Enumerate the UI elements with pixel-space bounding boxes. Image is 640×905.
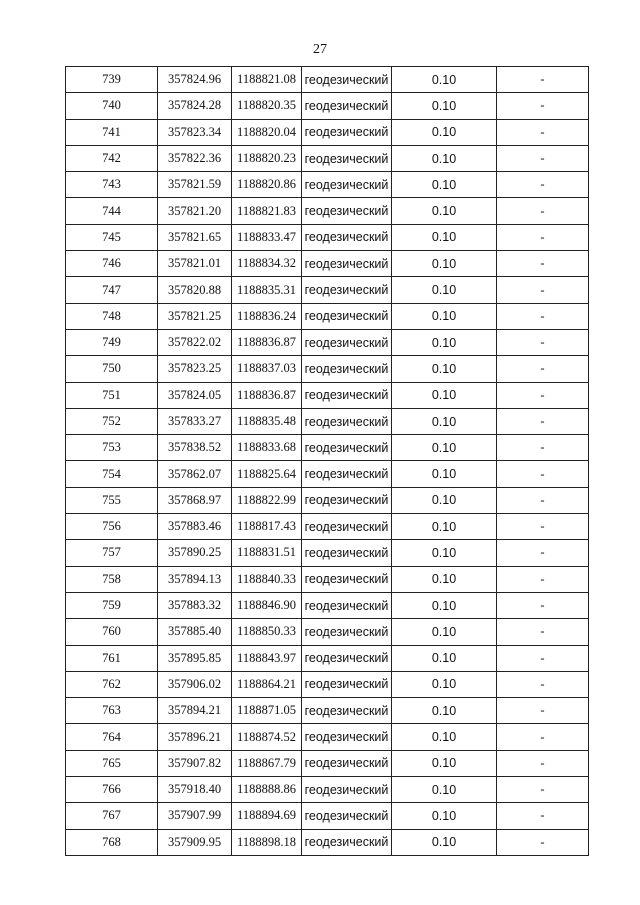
accuracy-cell: 0.10 — [392, 514, 497, 540]
method-cell: геодезический — [302, 540, 392, 566]
table-row — [66, 277, 589, 303]
table-row — [66, 67, 589, 93]
method-cell: геодезический — [302, 329, 392, 355]
note-cell: - — [497, 566, 589, 592]
point-number-cell: 755 — [66, 487, 158, 513]
page-number: 27 — [313, 42, 327, 57]
x-coordinate-cell: 357823.25 — [158, 356, 232, 382]
table-row — [66, 671, 589, 697]
y-coordinate-cell: 1188843.97 — [232, 645, 302, 671]
point-number-cell: 747 — [66, 277, 158, 303]
x-coordinate-cell: 357885.40 — [158, 619, 232, 645]
method-cell: геодезический — [302, 224, 392, 250]
y-coordinate-cell: 1188835.48 — [232, 408, 302, 434]
note-cell: - — [497, 145, 589, 171]
y-coordinate-cell: 1188898.18 — [232, 829, 302, 855]
note-cell: - — [497, 619, 589, 645]
method-cell: геодезический — [302, 592, 392, 618]
y-coordinate-cell: 1188836.24 — [232, 303, 302, 329]
table-row — [66, 329, 589, 355]
table-row — [66, 145, 589, 171]
note-cell: - — [497, 119, 589, 145]
x-coordinate-cell: 357862.07 — [158, 461, 232, 487]
y-coordinate-cell: 1188833.47 — [232, 224, 302, 250]
accuracy-cell: 0.10 — [392, 592, 497, 618]
method-cell: геодезический — [302, 487, 392, 513]
method-cell: геодезический — [302, 724, 392, 750]
y-coordinate-cell: 1188836.87 — [232, 382, 302, 408]
point-number-cell: 739 — [66, 67, 158, 93]
method-cell: геодезический — [302, 777, 392, 803]
note-cell: - — [497, 461, 589, 487]
x-coordinate-cell: 357820.88 — [158, 277, 232, 303]
accuracy-cell: 0.10 — [392, 329, 497, 355]
accuracy-cell: 0.10 — [392, 645, 497, 671]
y-coordinate-cell: 1188846.90 — [232, 592, 302, 618]
note-cell: - — [497, 329, 589, 355]
x-coordinate-cell: 357907.82 — [158, 750, 232, 776]
table-row — [66, 382, 589, 408]
method-cell: геодезический — [302, 251, 392, 277]
point-number-cell: 763 — [66, 698, 158, 724]
point-number-cell: 754 — [66, 461, 158, 487]
method-cell: геодезический — [302, 93, 392, 119]
note-cell: - — [497, 750, 589, 776]
accuracy-cell: 0.10 — [392, 777, 497, 803]
x-coordinate-cell: 357896.21 — [158, 724, 232, 750]
accuracy-cell: 0.10 — [392, 461, 497, 487]
note-cell: - — [497, 408, 589, 434]
point-number-cell: 760 — [66, 619, 158, 645]
accuracy-cell: 0.10 — [392, 224, 497, 250]
x-coordinate-cell: 357822.02 — [158, 329, 232, 355]
method-cell: геодезический — [302, 514, 392, 540]
x-coordinate-cell: 357821.01 — [158, 251, 232, 277]
method-cell: геодезический — [302, 198, 392, 224]
accuracy-cell: 0.10 — [392, 619, 497, 645]
point-number-cell: 765 — [66, 750, 158, 776]
note-cell: - — [497, 514, 589, 540]
table-row — [66, 408, 589, 434]
y-coordinate-cell: 1188821.83 — [232, 198, 302, 224]
point-number-cell: 748 — [66, 303, 158, 329]
table-row — [66, 119, 589, 145]
y-coordinate-cell: 1188867.79 — [232, 750, 302, 776]
note-cell: - — [497, 724, 589, 750]
point-number-cell: 757 — [66, 540, 158, 566]
x-coordinate-cell: 357821.20 — [158, 198, 232, 224]
y-coordinate-cell: 1188820.04 — [232, 119, 302, 145]
point-number-cell: 740 — [66, 93, 158, 119]
x-coordinate-cell: 357883.46 — [158, 514, 232, 540]
method-cell: геодезический — [302, 461, 392, 487]
note-cell: - — [497, 829, 589, 855]
coordinates-table-body — [66, 67, 589, 856]
x-coordinate-cell: 357918.40 — [158, 777, 232, 803]
table-row — [66, 566, 589, 592]
point-number-cell: 745 — [66, 224, 158, 250]
note-cell: - — [497, 251, 589, 277]
x-coordinate-cell: 357824.05 — [158, 382, 232, 408]
x-coordinate-cell: 357824.96 — [158, 67, 232, 93]
table-row — [66, 514, 589, 540]
method-cell: геодезический — [302, 435, 392, 461]
method-cell: геодезический — [302, 277, 392, 303]
point-number-cell: 752 — [66, 408, 158, 434]
accuracy-cell: 0.10 — [392, 408, 497, 434]
method-cell: геодезический — [302, 408, 392, 434]
accuracy-cell: 0.10 — [392, 251, 497, 277]
table-row — [66, 198, 589, 224]
note-cell: - — [497, 540, 589, 566]
method-cell: геодезический — [302, 829, 392, 855]
accuracy-cell: 0.10 — [392, 198, 497, 224]
y-coordinate-cell: 1188817.43 — [232, 514, 302, 540]
note-cell: - — [497, 67, 589, 93]
table-row — [66, 698, 589, 724]
point-number-cell: 764 — [66, 724, 158, 750]
note-cell: - — [497, 224, 589, 250]
y-coordinate-cell: 1188874.52 — [232, 724, 302, 750]
table-row — [66, 803, 589, 829]
table-row — [66, 356, 589, 382]
point-number-cell: 743 — [66, 172, 158, 198]
x-coordinate-cell: 357821.59 — [158, 172, 232, 198]
accuracy-cell: 0.10 — [392, 435, 497, 461]
point-number-cell: 766 — [66, 777, 158, 803]
table-row — [66, 172, 589, 198]
y-coordinate-cell: 1188871.05 — [232, 698, 302, 724]
note-cell: - — [497, 698, 589, 724]
accuracy-cell: 0.10 — [392, 67, 497, 93]
note-cell: - — [497, 303, 589, 329]
point-number-cell: 751 — [66, 382, 158, 408]
x-coordinate-cell: 357823.34 — [158, 119, 232, 145]
note-cell: - — [497, 172, 589, 198]
method-cell: геодезический — [302, 303, 392, 329]
accuracy-cell: 0.10 — [392, 566, 497, 592]
note-cell: - — [497, 93, 589, 119]
x-coordinate-cell: 357824.28 — [158, 93, 232, 119]
x-coordinate-cell: 357894.13 — [158, 566, 232, 592]
table-row — [66, 461, 589, 487]
accuracy-cell: 0.10 — [392, 93, 497, 119]
point-number-cell: 761 — [66, 645, 158, 671]
point-number-cell: 744 — [66, 198, 158, 224]
accuracy-cell: 0.10 — [392, 724, 497, 750]
note-cell: - — [497, 198, 589, 224]
table-row — [66, 777, 589, 803]
x-coordinate-cell: 357894.21 — [158, 698, 232, 724]
method-cell: геодезический — [302, 145, 392, 171]
method-cell: геодезический — [302, 356, 392, 382]
accuracy-cell: 0.10 — [392, 382, 497, 408]
x-coordinate-cell: 357906.02 — [158, 671, 232, 697]
x-coordinate-cell: 357907.99 — [158, 803, 232, 829]
point-number-cell: 749 — [66, 329, 158, 355]
accuracy-cell: 0.10 — [392, 829, 497, 855]
accuracy-cell: 0.10 — [392, 145, 497, 171]
method-cell: геодезический — [302, 119, 392, 145]
note-cell: - — [497, 671, 589, 697]
accuracy-cell: 0.10 — [392, 277, 497, 303]
point-number-cell: 746 — [66, 251, 158, 277]
x-coordinate-cell: 357821.65 — [158, 224, 232, 250]
x-coordinate-cell: 357821.25 — [158, 303, 232, 329]
method-cell: геодезический — [302, 619, 392, 645]
table-row — [66, 592, 589, 618]
accuracy-cell: 0.10 — [392, 698, 497, 724]
y-coordinate-cell: 1188840.33 — [232, 566, 302, 592]
accuracy-cell: 0.10 — [392, 750, 497, 776]
table-row — [66, 251, 589, 277]
table-row — [66, 540, 589, 566]
method-cell: геодезический — [302, 803, 392, 829]
note-cell: - — [497, 777, 589, 803]
y-coordinate-cell: 1188822.99 — [232, 487, 302, 513]
method-cell: геодезический — [302, 750, 392, 776]
point-number-cell: 758 — [66, 566, 158, 592]
x-coordinate-cell: 357890.25 — [158, 540, 232, 566]
y-coordinate-cell: 1188825.64 — [232, 461, 302, 487]
accuracy-cell: 0.10 — [392, 119, 497, 145]
method-cell: геодезический — [302, 671, 392, 697]
coordinates-table — [65, 66, 589, 856]
accuracy-cell: 0.10 — [392, 172, 497, 198]
table-row — [66, 224, 589, 250]
note-cell: - — [497, 803, 589, 829]
point-number-cell: 750 — [66, 356, 158, 382]
accuracy-cell: 0.10 — [392, 356, 497, 382]
y-coordinate-cell: 1188821.08 — [232, 67, 302, 93]
point-number-cell: 767 — [66, 803, 158, 829]
point-number-cell: 756 — [66, 514, 158, 540]
method-cell: геодезический — [302, 566, 392, 592]
table-row — [66, 487, 589, 513]
x-coordinate-cell: 357883.32 — [158, 592, 232, 618]
x-coordinate-cell: 357909.95 — [158, 829, 232, 855]
y-coordinate-cell: 1188864.21 — [232, 671, 302, 697]
accuracy-cell: 0.10 — [392, 540, 497, 566]
y-coordinate-cell: 1188834.32 — [232, 251, 302, 277]
y-coordinate-cell: 1188831.51 — [232, 540, 302, 566]
table-row — [66, 724, 589, 750]
accuracy-cell: 0.10 — [392, 303, 497, 329]
point-number-cell: 762 — [66, 671, 158, 697]
x-coordinate-cell: 357868.97 — [158, 487, 232, 513]
table-row — [66, 619, 589, 645]
table-row — [66, 750, 589, 776]
y-coordinate-cell: 1188850.33 — [232, 619, 302, 645]
table-row — [66, 435, 589, 461]
x-coordinate-cell: 357895.85 — [158, 645, 232, 671]
x-coordinate-cell: 357833.27 — [158, 408, 232, 434]
y-coordinate-cell: 1188837.03 — [232, 356, 302, 382]
accuracy-cell: 0.10 — [392, 671, 497, 697]
point-number-cell: 741 — [66, 119, 158, 145]
y-coordinate-cell: 1188894.69 — [232, 803, 302, 829]
accuracy-cell: 0.10 — [392, 487, 497, 513]
y-coordinate-cell: 1188820.23 — [232, 145, 302, 171]
note-cell: - — [497, 645, 589, 671]
method-cell: геодезический — [302, 67, 392, 93]
method-cell: геодезический — [302, 645, 392, 671]
y-coordinate-cell: 1188833.68 — [232, 435, 302, 461]
note-cell: - — [497, 592, 589, 618]
y-coordinate-cell: 1188820.86 — [232, 172, 302, 198]
table-row — [66, 645, 589, 671]
table-row — [66, 303, 589, 329]
method-cell: геодезический — [302, 698, 392, 724]
point-number-cell: 768 — [66, 829, 158, 855]
method-cell: геодезический — [302, 172, 392, 198]
table-row — [66, 93, 589, 119]
method-cell: геодезический — [302, 382, 392, 408]
point-number-cell: 742 — [66, 145, 158, 171]
note-cell: - — [497, 487, 589, 513]
note-cell: - — [497, 382, 589, 408]
point-number-cell: 759 — [66, 592, 158, 618]
x-coordinate-cell: 357838.52 — [158, 435, 232, 461]
point-number-cell: 753 — [66, 435, 158, 461]
note-cell: - — [497, 356, 589, 382]
note-cell: - — [497, 277, 589, 303]
y-coordinate-cell: 1188835.31 — [232, 277, 302, 303]
y-coordinate-cell: 1188820.35 — [232, 93, 302, 119]
note-cell: - — [497, 435, 589, 461]
table-row — [66, 829, 589, 855]
accuracy-cell: 0.10 — [392, 803, 497, 829]
x-coordinate-cell: 357822.36 — [158, 145, 232, 171]
y-coordinate-cell: 1188836.87 — [232, 329, 302, 355]
y-coordinate-cell: 1188888.86 — [232, 777, 302, 803]
